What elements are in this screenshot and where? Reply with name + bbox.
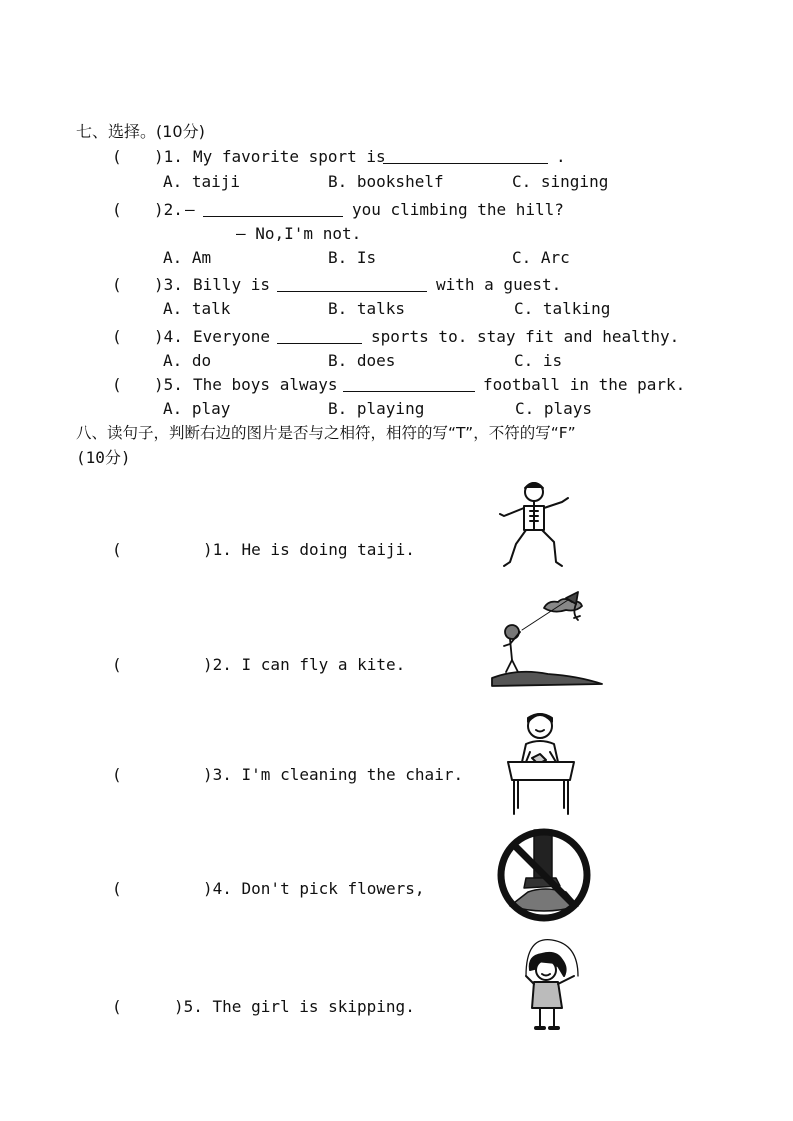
sentence-text: )5. The girl is skipping. <box>174 997 415 1016</box>
answer-paren-open[interactable]: ( <box>112 879 122 898</box>
sentence-text: )3. I'm cleaning the chair. <box>203 765 464 784</box>
answer-paren-open[interactable]: ( <box>112 275 122 294</box>
answer-paren-open[interactable]: ( <box>112 375 122 394</box>
option-a: A. do <box>163 351 212 370</box>
option-a: A. taiji <box>163 172 241 191</box>
section-8-heading: 八、读句子，判断右边的图片是否与之相符，相符的写“T”，不符的写“F” <box>76 424 576 442</box>
question-reply: — No,I'm not. <box>236 224 362 243</box>
option-a: A. Am <box>163 248 212 267</box>
section-8-score: (10分) <box>76 448 131 467</box>
option-b: B. Is <box>328 248 377 267</box>
question-text-end: . <box>556 147 566 166</box>
answer-blank[interactable] <box>343 391 475 392</box>
option-c: C. Arc <box>512 248 570 267</box>
question-text: Everyone <box>193 327 271 346</box>
option-c: C. talking <box>514 299 611 318</box>
question-number: )1. <box>154 147 183 166</box>
answer-paren-open[interactable]: ( <box>112 200 122 219</box>
answer-paren-open[interactable]: ( <box>112 997 122 1016</box>
option-b: B. bookshelf <box>328 172 444 191</box>
question-text-end: you climbing the hill? <box>352 200 564 219</box>
option-a: A. talk <box>163 299 231 318</box>
option-a: A. play <box>163 399 231 418</box>
question-number: )5. <box>154 375 183 394</box>
question-text-end: sports to. stay fit and healthy. <box>371 327 680 346</box>
girl-skipping-rope-icon <box>512 936 588 1040</box>
option-c: C. singing <box>512 172 609 191</box>
question-number: )4. <box>154 327 183 346</box>
question-text-end: football in the park. <box>483 375 686 394</box>
question-number: )3. <box>154 275 183 294</box>
answer-paren-open[interactable]: ( <box>112 765 122 784</box>
boy-cleaning-desk-icon <box>500 708 582 816</box>
answer-paren-open[interactable]: ( <box>112 327 122 346</box>
answer-blank[interactable] <box>277 291 427 292</box>
answer-paren-open[interactable]: ( <box>112 147 122 166</box>
answer-blank[interactable] <box>203 216 343 217</box>
option-b: B. playing <box>328 399 425 418</box>
section-7-heading: 七、选择。(10分) <box>76 122 205 141</box>
answer-paren-open[interactable]: ( <box>112 540 122 559</box>
option-c: C. plays <box>515 399 593 418</box>
question-text: Billy is <box>193 275 271 294</box>
no-stepping-sign-icon <box>496 826 592 924</box>
option-c: C. is <box>514 351 563 370</box>
child-flying-kite-icon <box>488 588 606 692</box>
sentence-text: )2. I can fly a kite. <box>203 655 406 674</box>
answer-paren-open[interactable]: ( <box>112 655 122 674</box>
option-b: B. does <box>328 351 396 370</box>
option-b: B. talks <box>328 299 406 318</box>
answer-blank[interactable] <box>383 163 548 164</box>
question-text: — <box>185 200 195 219</box>
question-text: The boys always <box>193 375 338 394</box>
question-number: )2. <box>154 200 183 219</box>
sentence-text: )1. He is doing taiji. <box>203 540 415 559</box>
answer-blank[interactable] <box>277 343 362 344</box>
question-text: My favorite sport is <box>193 147 386 166</box>
sentence-text: )4. Don't pick flowers, <box>203 879 425 898</box>
boy-doing-taiji-icon <box>494 478 574 572</box>
question-text-end: with a guest. <box>436 275 562 294</box>
